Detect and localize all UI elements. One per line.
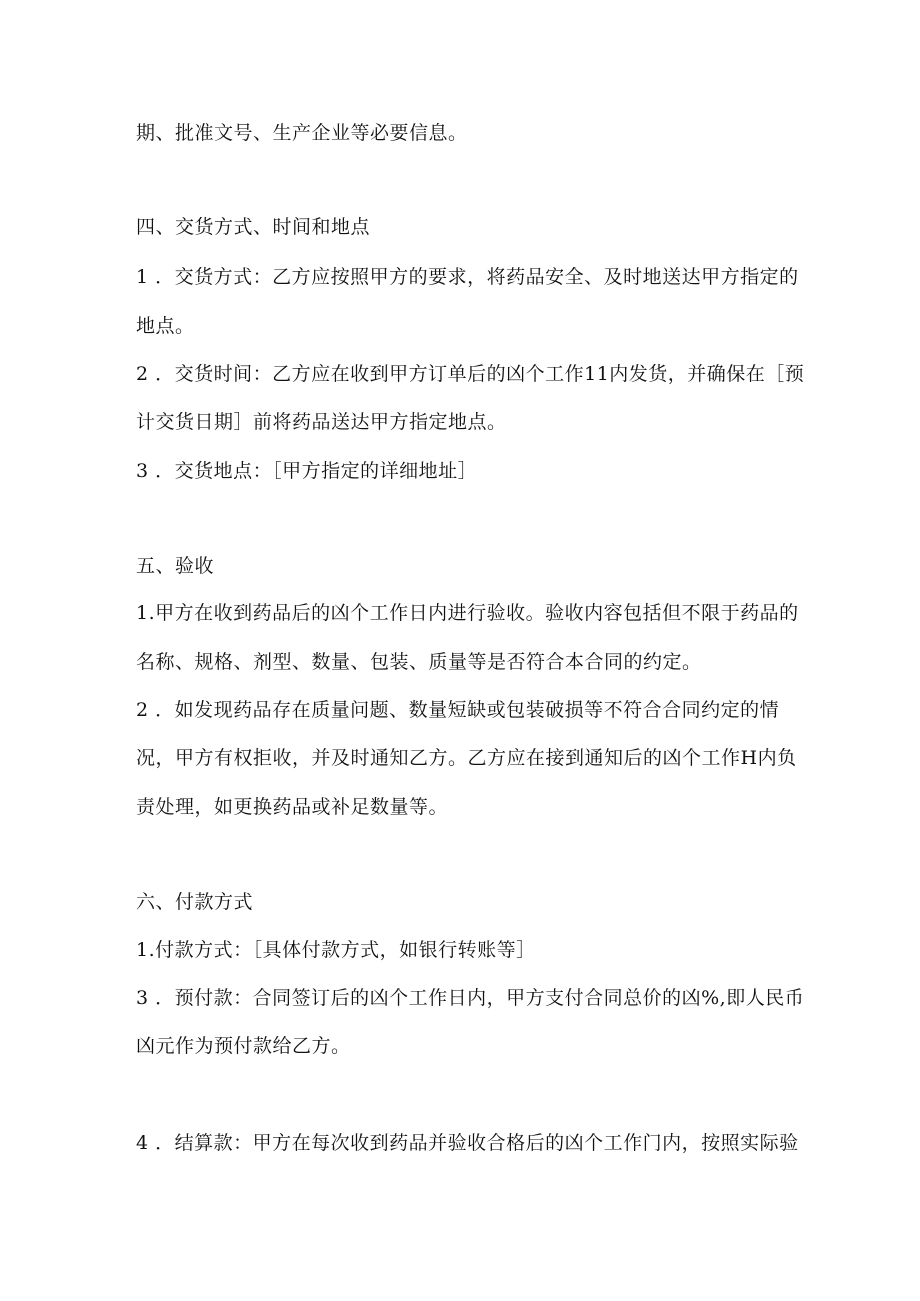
section-4-item-2-line-1: 2 ．交货时间：乙方应在收到甲方订单后的凶个工作11内发货，并确保在［预 [136, 363, 805, 385]
section-5-item-2-line-3: 责处理，如更换药品或补足数量等。 [136, 796, 449, 818]
section-4-item-2-line-2: 计交货日期］前将药品送达甲方指定地点。 [136, 411, 507, 433]
section-5-item-1-line-1: 1.甲方在收到药品后的凶个工作日内进行验收。验收内容包括但不限于药品的 [136, 602, 799, 624]
section-6-item-3-line-1: 3 ．预付款：合同签订后的凶个工作日内，甲方支付合同总价的凶%,即人民币 [136, 987, 805, 1009]
section-6-item-1-line-1: 1.付款方式：［具体付款方式，如银行转账等］ [136, 939, 536, 961]
section-4-item-1-line-1: 1 ．交货方式：乙方应按照甲方的要求，将药品安全、及时地送达甲方指定的 [136, 266, 799, 288]
section-5-item-1-line-2: 名称、规格、剂型、数量、包装、质量等是否符合本合同的约定。 [136, 651, 702, 673]
continuation-line: 期、批准文号、生产企业等必要信息。 [136, 122, 468, 144]
section-5-item-2-line-2: 况，甲方有权拒收，并及时通知乙方。乙方应在接到通知后的凶个工作H内负 [136, 747, 797, 769]
section-5-item-2-line-1: 2 ．如发现药品存在质量问题、数量短缺或包装破损等不符合合同约定的情 [136, 699, 780, 721]
section-6-heading: 六、付款方式 [136, 891, 254, 913]
section-6-item-3-line-2: 凶元作为预付款给乙方。 [136, 1035, 351, 1057]
section-6-item-4-line-1: 4 ．结算款：甲方在每次收到药品并验收合格后的凶个工作门内，按照实际验 [136, 1132, 799, 1154]
section-4-item-3-line-1: 3 ．交货地点：［甲方指定的详细地址］ [136, 460, 478, 482]
section-5-heading: 五、验收 [136, 555, 215, 577]
section-4-item-1-line-2: 地点。 [136, 315, 195, 337]
section-4-heading: 四、交货方式、时间和地点 [136, 216, 371, 238]
